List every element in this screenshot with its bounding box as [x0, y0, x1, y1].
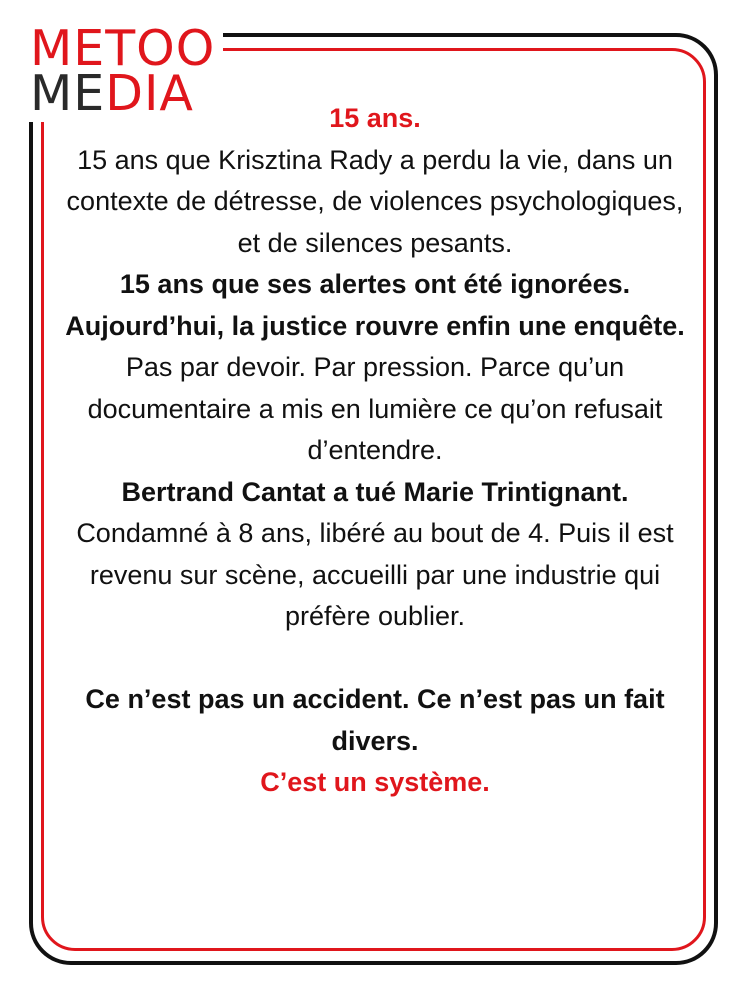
paragraph-krisztina-rady: 15 ans que Krisztina Rady a perdu la vie, dans un contexte de détresse, de violences psychologiques, et de silences pesants.: [66, 144, 684, 258]
paragraph-alertes-ignorees: 15 ans que ses alertes ont été ignorées. Aujourd’hui, la justice rouvre enfin une enquête.: [65, 269, 685, 341]
blank-line: [62, 638, 688, 680]
statement-text-block: [62, 98, 688, 804]
logo-dia: DIA: [105, 65, 194, 122]
paragraph-pas-un-accident: Ce n’est pas un accident. Ce n’est pas un fait divers.: [85, 684, 665, 756]
closing-systeme: C’est un système.: [260, 767, 490, 797]
paragraph-documentaire: Pas par devoir. Par pression. Parce qu’un documentaire a mis en lumière ce qu’on refusait d’entendre.: [87, 352, 663, 465]
logo-me: ME: [30, 65, 106, 122]
logo-line-metoo: METOO: [30, 20, 216, 77]
paragraph-bertrand-cantat: Bertrand Cantat a tué Marie Trintignant.: [121, 476, 629, 507]
heading-15-ans: 15 ans.: [329, 103, 421, 133]
paragraph-condamne: Condamné à 8 ans, libéré au bout de 4. Puis il est revenu sur scène, accueilli par une industrie qui préfère oublier.: [76, 518, 674, 631]
